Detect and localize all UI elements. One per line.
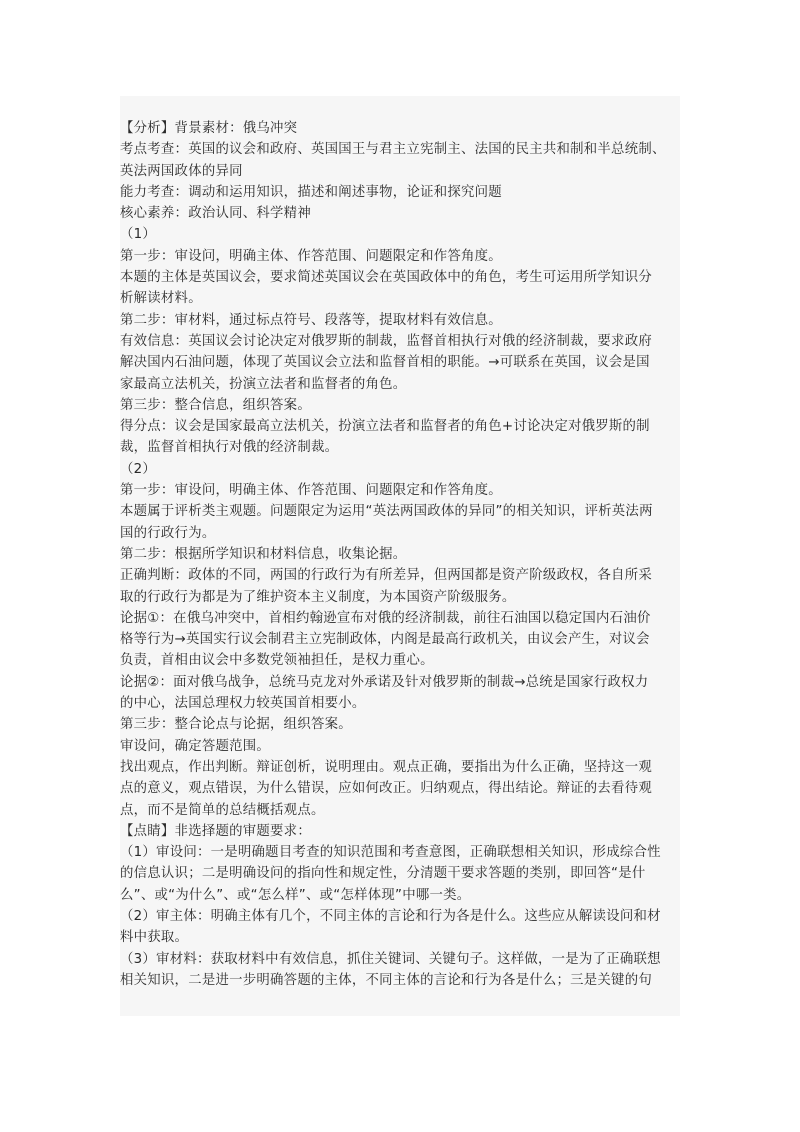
text-line: 裁，监督首相执行对俄的经济制裁。 <box>120 440 339 456</box>
text-line: 有效信息：英国议会讨论决定对俄罗斯的制裁，监督首相执行对俄的经济制裁，要求政府 <box>120 333 652 349</box>
text-line: 析解读材料。 <box>120 291 202 307</box>
text-line: （1） <box>120 227 157 243</box>
text-line: （2） <box>120 461 157 477</box>
text-line: 能力考查：调动和运用知识，描述和阐述事物，论证和探究问题 <box>120 184 502 200</box>
text-line: 取的行政行为都是为了维护资本主义制度，为本国资产阶级服务。 <box>120 589 516 605</box>
text-line: （1）审设问：一是明确题目考查的知识范围和考查意图，正确联想相关知识，形成综合性 <box>120 845 661 861</box>
text-line: 的中心，法国总理权力较英国首相要小。 <box>120 696 366 712</box>
text-line: 找出观点，作出判断。辩证创析，说明理由。观点正确，要指出为什么正确，坚持这一观 <box>120 759 652 775</box>
document-text <box>120 118 680 991</box>
text-line: 家最高立法机关，扮演立法者和监督者的角色。 <box>120 376 407 392</box>
text-line: 点，而不是简单的总结概括观点。 <box>120 802 325 818</box>
text-line: 第三步：整合信息，组织答案。 <box>120 397 311 413</box>
text-line: 点的意义，观点错误，为什么错误，应如何改正。归纳观点，得出结论。辩证的去看待观 <box>120 781 652 797</box>
text-line: 正确判断：政体的不同，两国的行政行为有所差异，但两国都是资产阶级政权，各自所采 <box>120 568 652 584</box>
text-line: 第一步：审设问，明确主体、作答范围、问题限定和作答角度。 <box>120 248 502 264</box>
text-line: 第二步：审材料，通过标点符号、段落等，提取材料有效信息。 <box>120 312 502 328</box>
text-line: 的信息认识；二是明确设问的指向性和规定性，分清题干要求答题的类别，即回答“是什 <box>120 866 646 882</box>
text-line: （2）审主体：明确主体有几个，不同主体的言论和行为各是什么。这些应从解读设问和材 <box>120 908 661 924</box>
text-line: 国的行政行为。 <box>120 525 216 541</box>
text-line: （3）审材料：获取材料中有效信息，抓住关键词、关键句子。这样做，一是为了正确联想 <box>120 951 661 967</box>
text-line: 第一步：审设问，明确主体、作答范围、问题限定和作答角度。 <box>120 483 502 499</box>
text-line: 第二步：根据所学知识和材料信息，收集论据。 <box>120 546 407 562</box>
text-line: 论据②：面对俄乌战争，总统马克龙对外承诺及针对俄罗斯的制裁→总统是国家行政权力 <box>120 674 649 690</box>
text-line: 料中获取。 <box>120 930 189 946</box>
text-line: 核心素养：政治认同、科学精神 <box>120 206 311 222</box>
text-line: 本题属于评析类主观题。问题限定为运用“英法两国政体的异同”的相关知识，评析英法两 <box>120 504 653 520</box>
text-line: 得分点：议会是国家最高立法机关，扮演立法者和监督者的角色+讨论决定对俄罗斯的制 <box>120 419 650 435</box>
text-line: 相关知识，二是进一步明确答题的主体，不同主体的言论和行为各是什么；三是关键的句 <box>120 972 652 988</box>
text-line: 考点考查：英国的议会和政府、英国国王与君主立宪制主、法国的民主共和制和半总统制、 <box>120 142 666 158</box>
text-line: 么”、或“为什么”、或“怎么样”、或“怎样体现”中哪一类。 <box>120 887 471 903</box>
text-line: 解决国内石油问题，体现了英国议会立法和监督首相的职能。→可联系在英国，议会是国 <box>120 355 650 371</box>
text-line: 第三步：整合论点与论据，组织答案。 <box>120 717 352 733</box>
text-line: 英法两国政体的异同 <box>120 163 243 179</box>
text-line: 本题的主体是英国议会，要求简述英国议会在英国政体中的角色，考生可运用所学知识分 <box>120 270 652 286</box>
text-line: 【点睛】非选择题的审题要求： <box>120 823 311 839</box>
text-line: 审设问，确定答题范围。 <box>120 738 271 754</box>
text-line: 论据①：在俄乌冲突中，首相约翰逊宣布对俄的经济制裁，前往石油国以稳定国内石油价 <box>120 610 651 626</box>
document-page <box>120 96 680 1016</box>
text-line: 【分析】背景素材：俄乌冲突 <box>120 121 298 136</box>
text-line: 负责，首相由议会中多数党领袖担任，是权力重心。 <box>120 653 434 669</box>
text-line: 格等行为→英国实行议会制君主立宪制政体，内阁是最高行政机关，由议会产生，对议会 <box>120 632 650 648</box>
